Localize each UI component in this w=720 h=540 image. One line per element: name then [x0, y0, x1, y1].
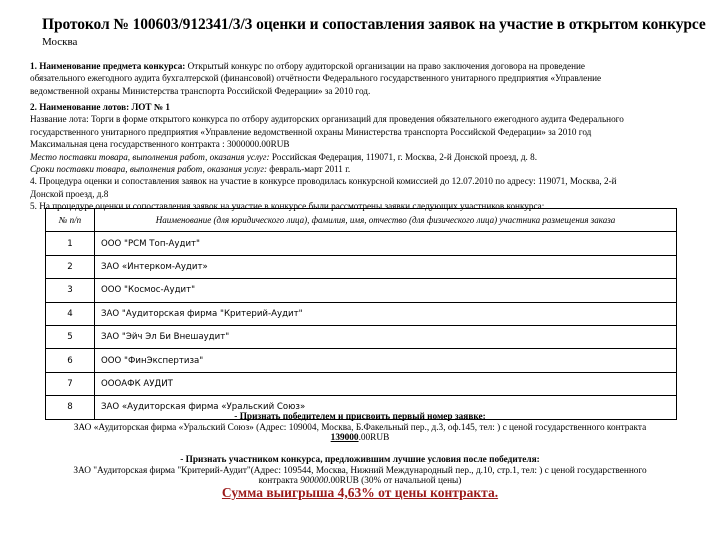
table-row: [46, 372, 677, 395]
row-number: 2: [46, 255, 95, 278]
winner-price: [20, 433, 700, 444]
document-city: Москва: [42, 36, 78, 48]
row-number: 8: [46, 396, 95, 419]
table-row: [46, 255, 677, 278]
winner-price-amount: 139000: [330, 433, 359, 443]
section-subject-label: 1. Наименование предмета конкурса:: [30, 61, 186, 71]
participant-name: ЗАО "Эйч Эл Би Внешаудит": [95, 325, 677, 348]
row-number: 4: [46, 302, 95, 325]
row-number: 7: [46, 372, 95, 395]
second-place-price-suffix: .00RUB (30% от начальной цены): [328, 476, 462, 486]
participants-table: [45, 208, 677, 420]
table-header-row: [46, 209, 677, 232]
item4-line-1: 4. Процедура оценки и сопоставления заявок на участие в конкурсе проводилась конкурсной комиссией до 12.07.2010 по адресу: 119071, Москва, 2-й: [30, 176, 617, 187]
second-place-price-prefix: контракта: [258, 476, 301, 486]
lot-number: ЛОТ № 1: [129, 102, 170, 112]
participant-name: ООО "Космос-Аудит": [95, 279, 677, 302]
winner-block: [20, 412, 700, 444]
item5: 5. На процедуре оценки и сопоставления заявок на участие в конкурсе были рассмотрены заявки следующих участников конкурса:: [30, 201, 545, 212]
header-number: № п/п: [46, 209, 95, 232]
table-row: [46, 232, 677, 255]
document-title: Протокол № 100603/912341/3/3 оценки и сопоставления заявок на участие в открытом конкурсе: [42, 16, 706, 33]
second-place-price-amount: 900000: [300, 476, 329, 486]
participant-name: ЗАО "Аудиторская фирма "Критерий-Аудит": [95, 302, 677, 325]
participant-name: ЗАО «Аудиторская фирма «Уральский Союз»: [95, 396, 677, 419]
participant-name: ЗАО «Интерком-Аудит»: [95, 255, 677, 278]
second-place-text: ЗАО "Аудиторская фирма "Критерий-Аудит"(Адрес: 109544, Москва, Нижний Международный пер., д.10, стр.1, тел: ) с ценой государственного: [73, 465, 647, 476]
section-lots: [30, 101, 700, 213]
winner-price-suffix: .00RUB: [358, 433, 390, 443]
section-subject-line-3: ведомственной охраны Министерства транспорта Российской Федерации» за 2010 год.: [30, 85, 371, 96]
savings-summary: Сумма выигрыша 4,63% от цены контракта.: [221, 485, 499, 500]
lot-name-line-2: государственного унитарного предприятия «Управление ведомственной охраны Министерства транспорта Российской Федерации» за 2010 год: [30, 126, 592, 137]
delivery-terms: [30, 163, 700, 175]
participant-name: ООО "РСМ Топ-Аудит": [95, 232, 677, 255]
second-place-label: - Признать участником конкурса, предложившим лучшие условия после победителя:: [180, 455, 540, 465]
table-row: [46, 279, 677, 302]
item4-line-2: Донской проезд, д.8: [30, 188, 109, 199]
delivery-place: [30, 151, 700, 163]
row-number: 6: [46, 349, 95, 372]
second-place-block: [20, 455, 700, 487]
section-subject: [30, 60, 700, 97]
table-row: [46, 325, 677, 348]
delivery-place-value: Российская Федерация, 119071, г. Москва, 2-й Донской проезд, д. 8.: [269, 151, 538, 162]
participant-name: ОООАФК АУДИТ: [95, 372, 677, 395]
participant-name: ООО "ФинЭкспертиза": [95, 349, 677, 372]
delivery-terms-value: февраль-март 2011 г.: [267, 164, 351, 175]
winner-text: ЗАО «Аудиторская фирма «Уральский Союз» (Адрес: 109004, Москва, Б.Факельный пер., д.3, оф.145, тел: ) с ценой государственного контракта: [73, 422, 647, 433]
header-participant-name: Наименование (для юридического лица), фамилия, имя, отчество (для физического лица) участника размещения заказа: [95, 209, 677, 232]
table-row: [46, 349, 677, 372]
row-number: 3: [46, 279, 95, 302]
lot-name-line-1: Название лота: Торги в форме открытого конкурса по отбору аудиторских организаций для проведения обязательного ежегодного аудита Федерального: [30, 114, 624, 125]
row-number: 1: [46, 232, 95, 255]
winner-label: - Признать победителем и присвоить первый номер заявке:: [234, 412, 486, 422]
section-subject-line-2: обязательного ежегодного аудита бухгалтерской (финансовой) отчётности Федерального государственного унитарного предприятия «Управление: [30, 73, 602, 84]
max-price: Максимальная цена государственного контракта : 3000000.00RUB: [30, 139, 290, 150]
row-number: 5: [46, 325, 95, 348]
section-subject-text-1: Открытый конкурс по отбору аудиторской организации на право заключения договора на проведение: [185, 61, 585, 71]
delivery-terms-label: Сроки поставки товара, выполнения работ, оказания услуг:: [30, 164, 267, 175]
lots-heading: [30, 101, 700, 113]
delivery-place-label: Место поставки товара, выполнения работ, оказания услуг:: [30, 151, 270, 162]
section-subject-line-1: [30, 60, 700, 72]
lots-label: 2. Наименование лотов:: [30, 102, 130, 112]
table-row: [46, 302, 677, 325]
